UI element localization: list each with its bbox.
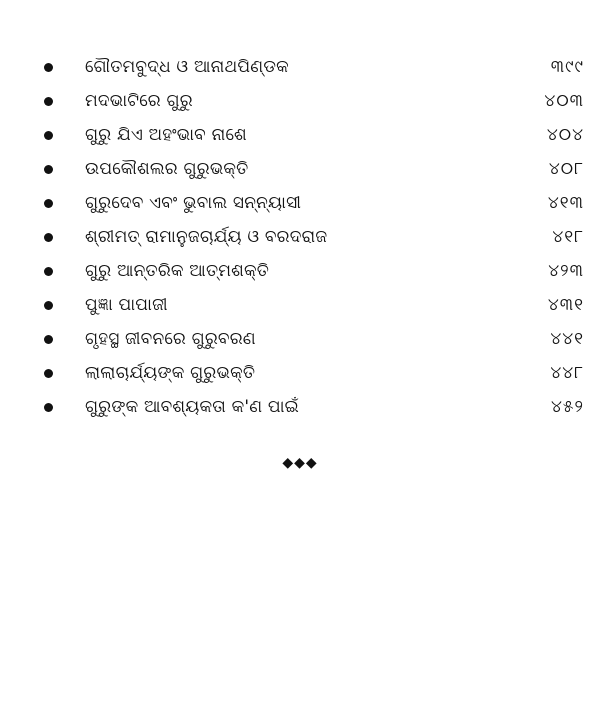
bullet-icon [44, 233, 53, 242]
bullet-icon [44, 267, 53, 276]
bullet-icon [44, 131, 53, 140]
bullet-icon [44, 199, 53, 208]
toc-entry-title: ଗୁରୁ ଆନ୍ତରିକ ଆତ୍ମଶକ୍ତି [85, 261, 270, 281]
toc-entry-title: ଗୃହସ୍ଥ ଜୀବନରେ ଗୁରୁବରଣ [85, 329, 256, 349]
toc-entry [38, 390, 590, 424]
section-end-ornament: ◆◆◆ [282, 455, 318, 471]
toc-entry-title: ଗୁରୁଙ୍କ ଆବଶ୍ୟକତା କ'ଣ ପାଇଁ [85, 397, 300, 417]
bullet-icon [44, 63, 53, 72]
toc-entry-page: ୪୦୪ [546, 125, 584, 145]
toc-entry-title: ଗୁରୁଦେବ ଏବଂ ଭୁବାଲ ସନ୍ନ୍ୟାସୀ [85, 193, 302, 213]
toc-entry-page: ୪୧୮ [552, 227, 584, 247]
toc-entry [38, 186, 590, 220]
bullet-icon [44, 301, 53, 310]
toc-entry-page: ୪୪୮ [550, 363, 584, 383]
toc-entry-title: ଗୁରୁ ଯିଏ ଅହଂଭାବ ନାଶେ [85, 125, 247, 145]
toc-entry-page: ୪୩୧ [547, 295, 584, 315]
toc-entry-page: ୪୨୩ [548, 261, 584, 281]
toc-entry-title: ଲାଲାଚାର୍ଯ୍ୟଙ୍କ ଗୁରୁଭକ୍ତି [85, 363, 256, 383]
bullet-icon [44, 97, 53, 106]
toc-entry [38, 84, 590, 118]
bullet-icon [44, 335, 53, 344]
toc-entry-page: ୪୪୧ [550, 329, 584, 349]
toc-entry-title: ଶ୍ରୀମତ୍ ରାମାନୁଜଚାର୍ଯ୍ୟ ଓ ବରଦରାଜ [85, 227, 328, 247]
toc-entry [38, 288, 590, 322]
toc-entry-page: ୪୧୩ [547, 193, 584, 213]
toc-entry-title: ଉପକୌଶଲର ଗୁରୁଭକ୍ତି [85, 159, 249, 179]
toc-entry [38, 50, 590, 84]
bullet-icon [44, 165, 53, 174]
table-of-contents [38, 50, 590, 424]
toc-entry-title: ଗୌତମବୁଦ୍ଧ ଓ ଆନାଥପିଣ୍ଡକ [85, 57, 289, 77]
toc-entry-page: ୪୦୮ [548, 159, 584, 179]
toc-entry-page: ୪୦୩ [544, 91, 584, 111]
bullet-icon [44, 369, 53, 378]
bullet-icon [44, 403, 53, 412]
toc-entry-page: ୪୫୨ [551, 397, 584, 417]
toc-entry-title: ପୁଜ୍ଞା ପାପାଜୀ [85, 295, 168, 315]
toc-entry-page: ୩୯୯ [550, 57, 584, 77]
toc-entry [38, 152, 590, 186]
toc-entry [38, 254, 590, 288]
toc-entry-title: ମଦଭାଟିରେ ଗୁରୁ [85, 91, 193, 111]
toc-entry [38, 118, 590, 152]
toc-entry [38, 220, 590, 254]
toc-entry [38, 322, 590, 356]
toc-entry [38, 356, 590, 390]
